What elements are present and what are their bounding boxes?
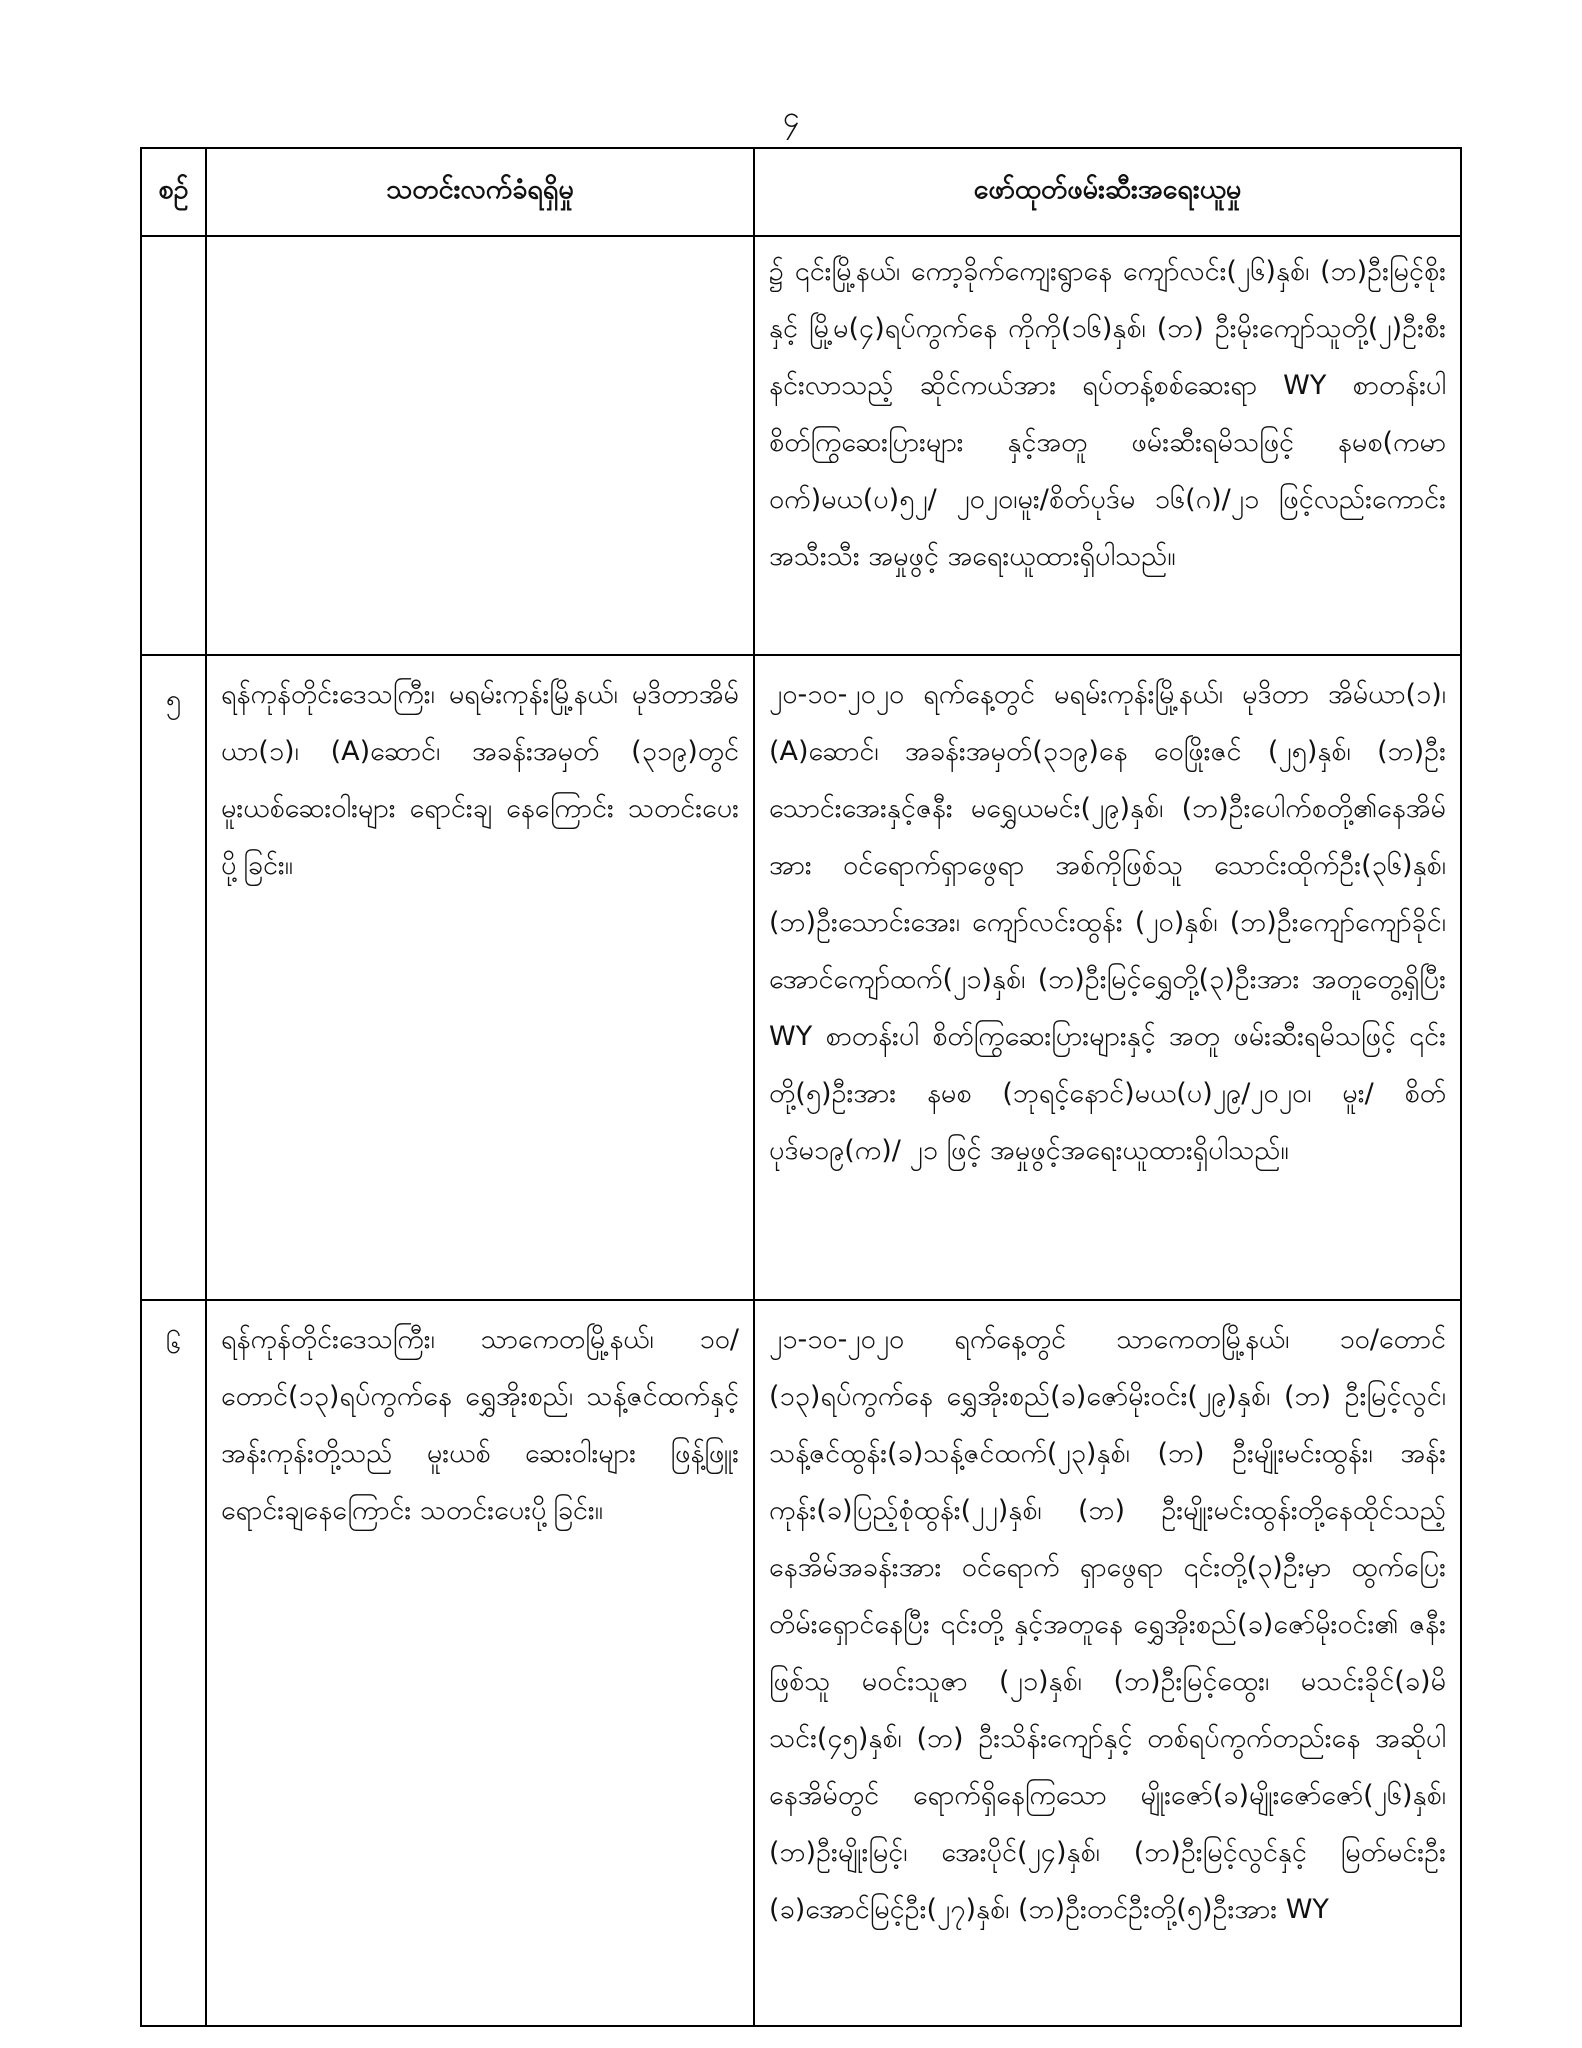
page-number: ၄ [782, 100, 800, 135]
table-row [141, 236, 1461, 655]
row-number [141, 236, 206, 655]
row-number: ၆ [141, 1300, 206, 2026]
row-number: ၅ [141, 655, 206, 1300]
table-row [141, 655, 1461, 1300]
header-row [141, 148, 1461, 236]
header-action: ဖော်ထုတ်ဖမ်းဆီးအရေးယူမှု [754, 148, 1461, 236]
action-cell: ၌ ၎င်းမြို့နယ်၊ ကော့ခိုက်ကျေးရွာနေ ကျော်လင်း(၂၆)နှစ်၊ (ဘ)ဦးမြင့်စိုးနှင့် မြို့မ(၄)ရပ်ကွက်နေ ကိုကို(၁၆)နှစ်၊ (ဘ) ဦးမိုးကျော်သူတို့(၂)ဦးစီးနင်းလာသည့် ဆိုင်ကယ်အား ရပ်တန့်စစ်ဆေးရာ WY စာတန်းပါ စိတ်ကြွဆေးပြားများ နှင့်အတူ ဖမ်းဆီးရမိသဖြင့် နမစ(ကမာဝက်)မယ(ပ)၅၂/ ၂၀၂၀၊မူး/စိတ်ပုဒ်မ ၁၆(ဂ)/၂၁ ဖြင့်လည်းကောင်း အသီးသီး အမှုဖွင့် အရေးယူထားရှိပါသည်။ [754, 236, 1461, 655]
info-cell: ရန်ကုန်တိုင်းဒေသကြီး၊ သာကေတမြို့နယ်၊ ၁၀/တောင်(၁၃)ရပ်ကွက်နေ ရွှေအိုးစည်၊ သန့်ဇင်ထက်နှင့် အန်းကုန်းတို့သည် မူးယစ် ဆေးဝါးများ ဖြန့်ဖြူးရောင်းချနေကြောင်း သတင်းပေးပို့ခြင်း။ [206, 1300, 754, 2026]
table-row [141, 1300, 1461, 2026]
case-table [140, 147, 1462, 2027]
table-header [141, 148, 1461, 236]
action-cell: ၂၁-၁၀-၂၀၂၀ ရက်နေ့တွင် သာကေတမြို့နယ်၊ ၁၀/တောင် (၁၃)ရပ်ကွက်နေ ရွှေအိုးစည်(ခ)ဇော်မိုးဝင်း(၂၉)နှစ်၊ (ဘ) ဦးမြင့်လွင်၊ သန့်ဇင်ထွန်း(ခ)သန့်ဇင်ထက်(၂၃)နှစ်၊ (ဘ) ဦးမျိုးမင်းထွန်း၊ အန်းကုန်း(ခ)ပြည့်စုံထွန်း(၂၂)နှစ်၊ (ဘ) ဦးမျိုးမင်းထွန်းတို့နေထိုင်သည့် နေအိမ်အခန်းအား ဝင်ရောက် ရှာဖွေရာ ၎င်းတို့(၃)ဦးမှာ ထွက်ပြေးတိမ်းရှောင်နေပြီး ၎င်းတို့ နှင့်အတူနေ ရွှေအိုးစည်(ခ)ဇော်မိုးဝင်း၏ ဇနီးဖြစ်သူ မဝင်းသူဇာ (၂၁)နှစ်၊ (ဘ)ဦးမြင့်ထွေး၊ မသင်းခိုင်(ခ)မိသင်း(၄၅)နှစ်၊ (ဘ) ဦးသိန်းကျော်နှင့် တစ်ရပ်ကွက်တည်းနေ အဆိုပါနေအိမ်တွင် ရောက်ရှိနေကြသော မျိုးဇော်(ခ)မျိုးဇော်ဇော်(၂၆)နှစ်၊ (ဘ)ဦးမျိုးမြင့်၊ အေးပိုင်(၂၄)နှစ်၊ (ဘ)ဦးမြင့်လွင်နှင့် မြတ်မင်းဦး (ခ)အောင်မြင့်ဦး(၂၇)နှစ်၊ (ဘ)ဦးတင်ဦးတို့(၅)ဦးအား WY [754, 1300, 1461, 2026]
header-info: သတင်းလက်ခံရရှိမှု [206, 148, 754, 236]
action-cell: ၂၀-၁၀-၂၀၂၀ ရက်နေ့တွင် မရမ်းကုန်းမြို့နယ်၊ မုဒိတာ အိမ်ယာ(၁)၊ (A)ဆောင်၊ အခန်းအမှတ်(၃၁၉)နေ ဝေဖြိုးဇင် (၂၅)နှစ်၊ (ဘ)ဦးသောင်းအေးနှင့်ဇနီး မရွှေယမင်း(၂၉)နှစ်၊ (ဘ)ဦးပေါက်စတို့၏နေအိမ်အား ဝင်ရောက်ရှာဖွေရာ အစ်ကိုဖြစ်သူ သောင်းထိုက်ဦး(၃၆)နှစ်၊ (ဘ)ဦးသောင်းအေး၊ ကျော်လင်းထွန်း (၂၀)နှစ်၊ (ဘ)ဦးကျော်ကျော်ခိုင်၊ အောင်ကျော်ထက်(၂၁)နှစ်၊ (ဘ)ဦးမြင့်ရွှေတို့(၃)ဦးအား အတူတွေ့ရှိပြီး WY စာတန်းပါ စိတ်ကြွဆေးပြားများနှင့် အတူ ဖမ်းဆီးရမိသဖြင့် ၎င်းတို့(၅)ဦးအား နမစ (ဘုရင့်နောင်)မယ(ပ)၂၉/၂၀၂၀၊ မူး/ စိတ်ပုဒ်မ၁၉(က)/ ၂၁ ဖြင့် အမှုဖွင့်အရေးယူထားရှိပါသည်။ [754, 655, 1461, 1300]
header-no: စဉ် [141, 148, 206, 236]
info-cell [206, 236, 754, 655]
table-body [141, 236, 1461, 2026]
info-cell: ရန်ကုန်တိုင်းဒေသကြီး၊ မရမ်းကုန်းမြို့နယ်၊ မုဒိတာအိမ်ယာ(၁)၊ (A)ဆောင်၊ အခန်းအမှတ် (၃၁၉)တွင် မူးယစ်ဆေးဝါးများ ရောင်းချ နေကြောင်း သတင်းပေးပို့ခြင်း။ [206, 655, 754, 1300]
